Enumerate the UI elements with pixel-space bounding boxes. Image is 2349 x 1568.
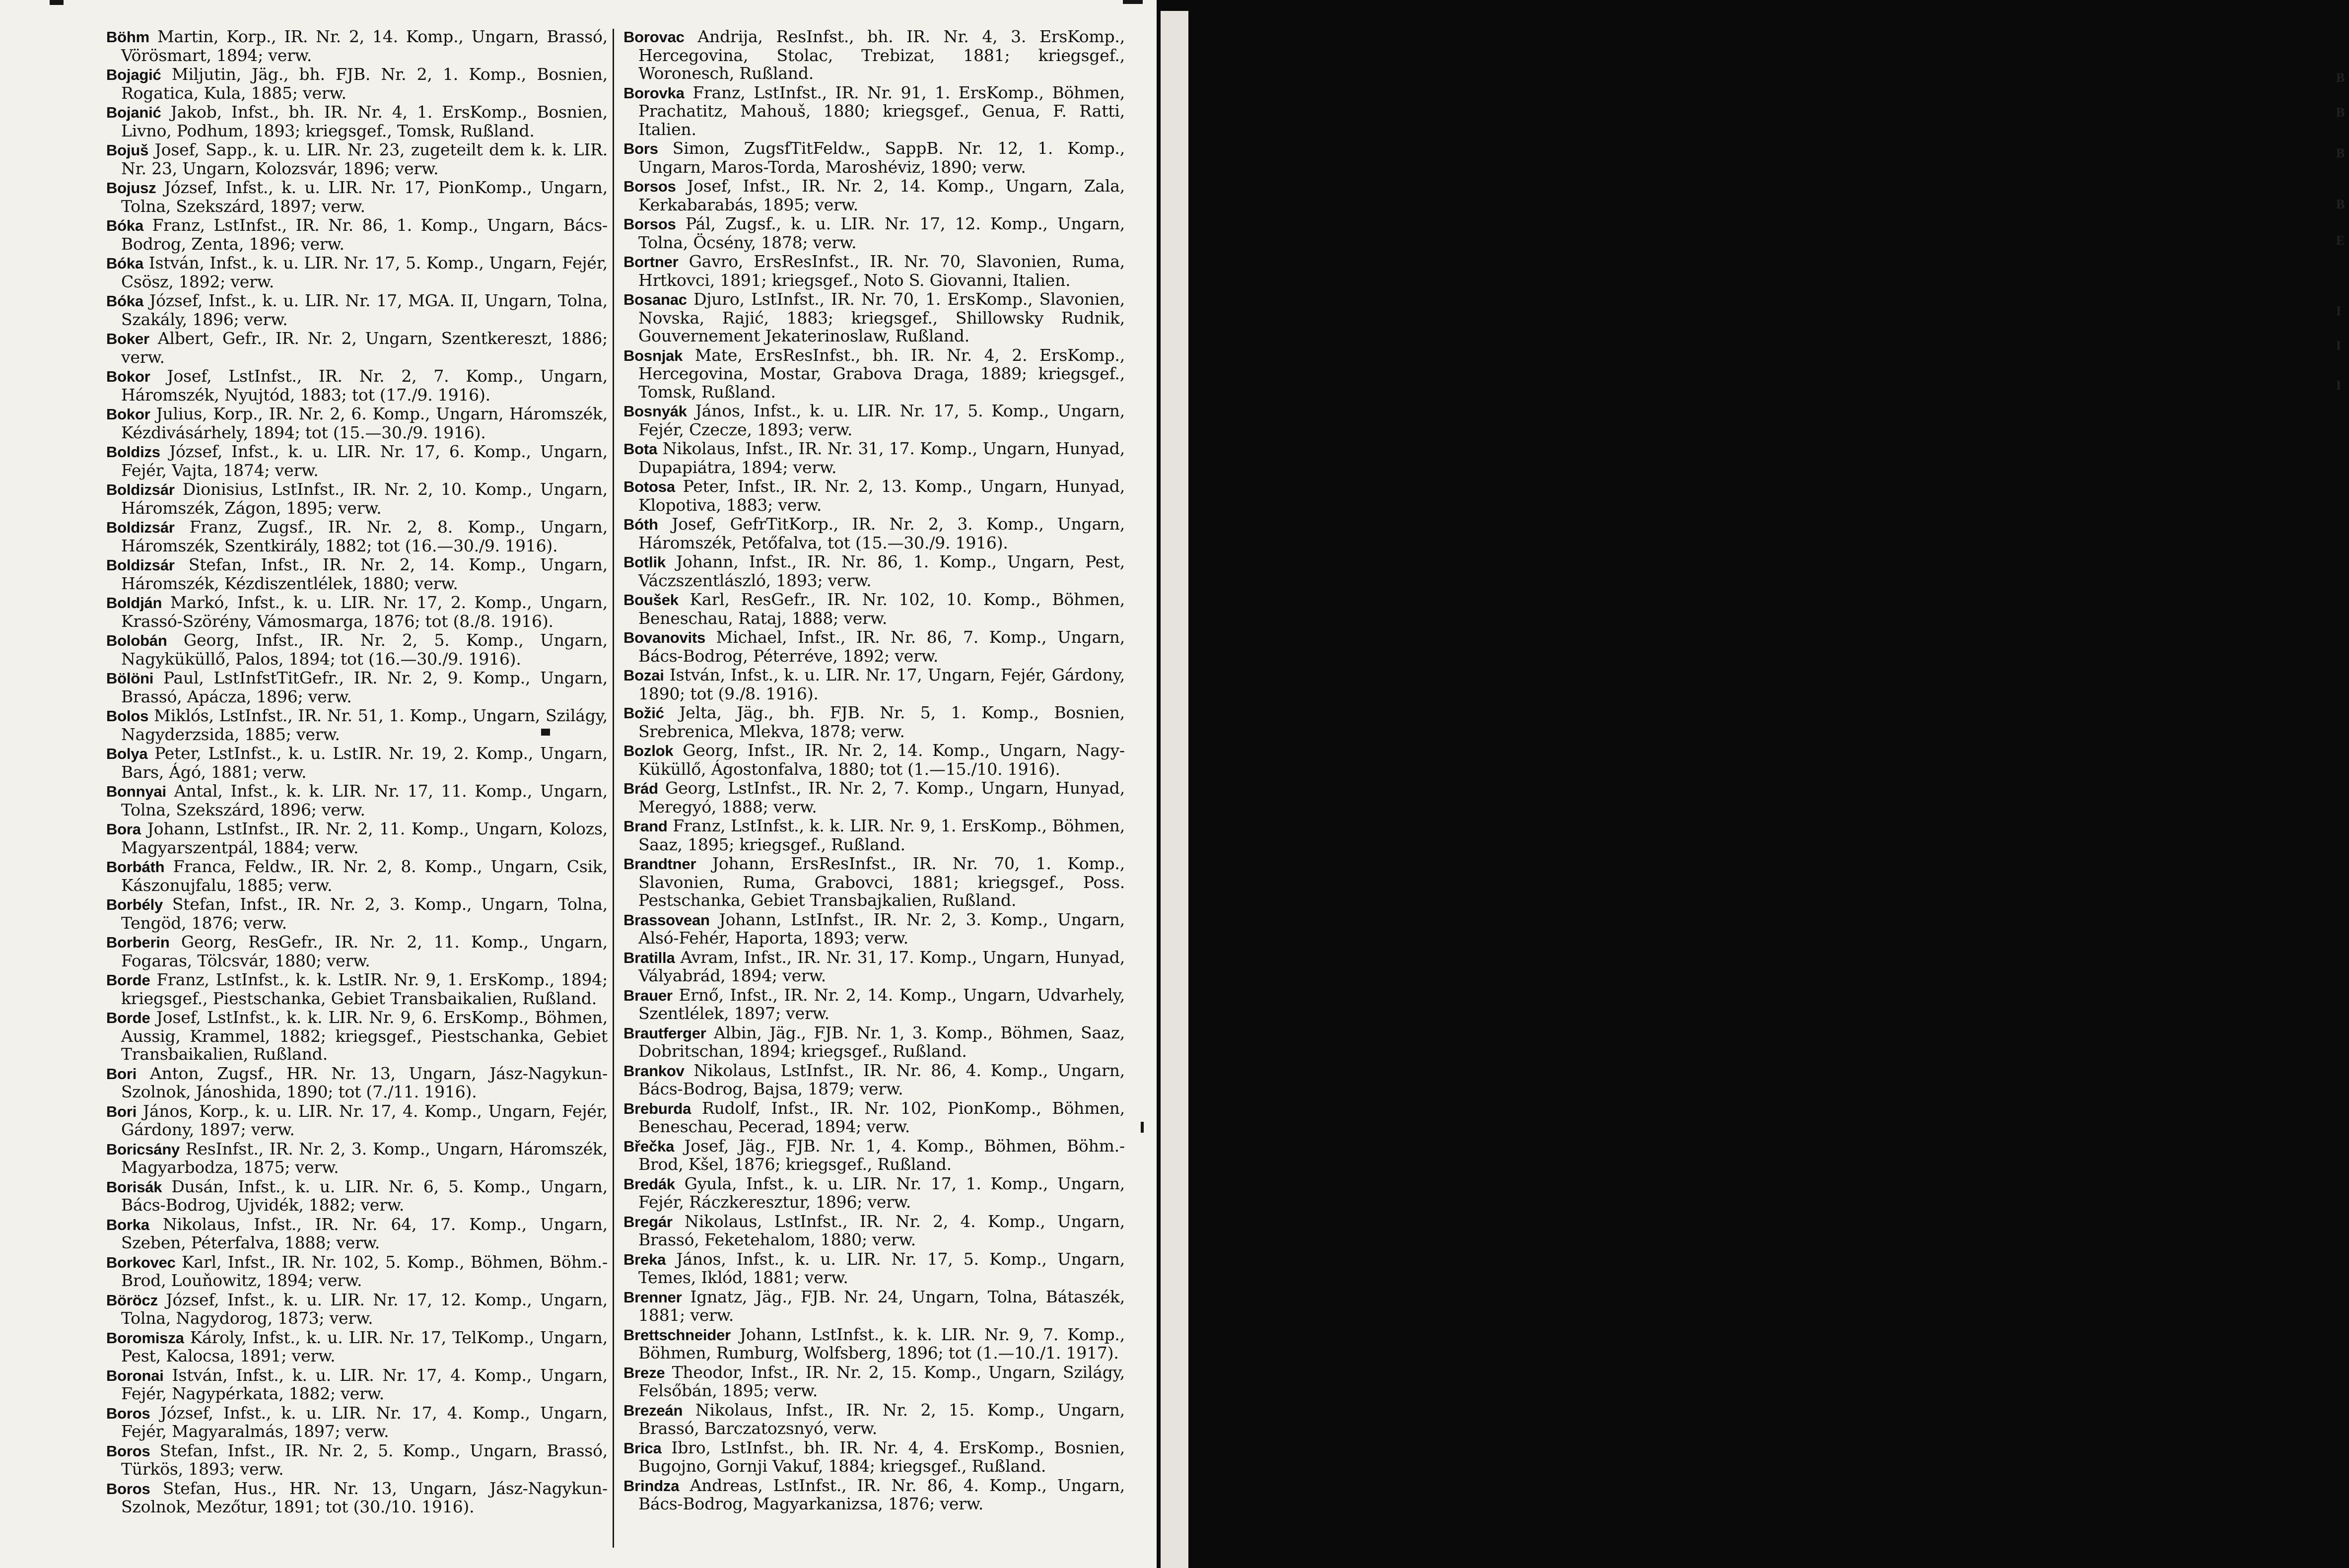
entry-surname: Breka xyxy=(623,1250,666,1268)
entry-details: Andrija, ResInfst., bh. IR. Nr. 4, 3. ErsKomp., Hercegovina, Stolac, Trebizat, 1881; kriegsgef., Woronesch, Rußland. xyxy=(638,27,1125,83)
entry-surname: Borbáth xyxy=(106,858,165,876)
entry-details: József, Infst., k. u. LIR. Nr. 17, PionKomp., Ungarn, Tolna, Szekszárd, 1897; verw. xyxy=(121,178,608,216)
entry-details: Djuro, LstInfst., IR. Nr. 70, 1. ErsKomp., Slavonien, Novska, Rajić, 1883; kriegsgef., Shillowsky Rudnik, Gouvernement Jekaterinoslaw, Rußland. xyxy=(638,289,1125,345)
register-entry xyxy=(623,1137,1125,1174)
entry-details: Jelta, Jäg., bh. FJB. Nr. 5, 1. Komp., Bosnien, Srebrenica, Mlekva, 1878; verw. xyxy=(638,703,1125,741)
register-entry xyxy=(106,745,608,781)
entry-details: István, Infst., k. u. LIR. Nr. 17, 4. Komp., Ungarn, Fejér, Nagypérkata, 1882; verw. xyxy=(121,1365,608,1403)
register-entry xyxy=(623,28,1125,83)
register-entry xyxy=(106,782,608,819)
entry-surname: Boricsány xyxy=(106,1140,180,1158)
entry-surname: Bóka xyxy=(106,255,144,272)
register-entry xyxy=(623,215,1125,252)
register-entry xyxy=(106,1366,608,1403)
register-entry xyxy=(106,1253,608,1290)
entry-details: Franz, LstInfst., k. k. LstIR. Nr. 9, 1. ErsKomp., 1894; kriegsgef., Piestschanka, Gebiet Transbaikalien, Rußland. xyxy=(121,970,608,1008)
entry-surname: Bojusz xyxy=(106,179,156,197)
entry-surname: Borisák xyxy=(106,1178,162,1196)
register-entry xyxy=(106,1102,608,1139)
entry-details: Franz, Zugsf., IR. Nr. 2, 8. Komp., Ungarn, Háromszék, Szentkirály, 1882; tot (16.—30./9. 1916). xyxy=(121,517,608,555)
register-entry xyxy=(623,1363,1125,1400)
entry-details: Josef, LstInfst., IR. Nr. 2, 7. Komp., Ungarn, Háromszék, Nyujtód, 1883; tot (17./9. 1916). xyxy=(121,366,608,405)
entry-details: Karl, Infst., IR. Nr. 102, 5. Komp., Böhmen, Böhm.-Brod, Louňowitz, 1894; verw. xyxy=(121,1252,608,1290)
scan-speck xyxy=(50,0,64,5)
entry-surname: Borsos xyxy=(623,215,676,233)
entry-details: Nikolaus, Infst., IR. Nr. 31, 17. Komp., Ungarn, Hunyad, Dupapiátra, 1894; verw. xyxy=(638,439,1125,477)
register-entry xyxy=(106,895,608,932)
entry-details: Johann, LstInfst., k. k. LIR. Nr. 9, 7. Komp., Böhmen, Rumburg, Wolfsberg, 1896; tot (1.—10./1. 1917). xyxy=(638,1324,1125,1363)
entry-surname: Borde xyxy=(106,971,150,989)
entry-surname: Bolobán xyxy=(106,632,167,649)
entry-details: Michael, Infst., IR. Nr. 86, 7. Komp., Ungarn, Bács-Bodrog, Péterréve, 1892; verw. xyxy=(638,627,1125,666)
register-entry xyxy=(106,1329,608,1365)
register-entry xyxy=(106,820,608,857)
entry-surname: Böröcz xyxy=(106,1291,158,1309)
entry-details: Nikolaus, Infst., IR. Nr. 2, 15. Komp., Ungarn, Brassó, Barczatozsnyó, verw. xyxy=(638,1400,1125,1438)
edge-letter: B xyxy=(2336,146,2345,160)
register-entry xyxy=(106,330,608,366)
entry-surname: Bozlok xyxy=(623,742,674,759)
register-entry xyxy=(623,1326,1125,1363)
register-entry xyxy=(106,1442,608,1479)
register-entry xyxy=(106,1140,608,1177)
entry-details: Simon, ZugsfTitFeldw., SappB. Nr. 12, 1. Komp., Ungarn, Maros-Torda, Maroshéviz, 1890; verw. xyxy=(638,138,1125,177)
entry-surname: Brenner xyxy=(623,1288,682,1306)
entry-details: Nikolaus, LstInfst., IR. Nr. 86, 4. Komp., Ungarn, Bács-Bodrog, Bajsa, 1879; verw. xyxy=(638,1060,1125,1098)
entry-details: Franz, LstInfst., k. k. LIR. Nr. 9, 1. ErsKomp., Böhmen, Saaz, 1895; kriegsgef., Rußland. xyxy=(638,816,1125,854)
register-entry xyxy=(106,933,608,970)
register-entry xyxy=(106,669,608,706)
entry-surname: Borsos xyxy=(623,178,676,195)
entry-details: Nikolaus, Infst., IR. Nr. 64, 17. Komp., Ungarn, Szeben, Péterfalva, 1888; verw. xyxy=(121,1214,608,1252)
entry-details: Josef, Infst., IR. Nr. 2, 14. Komp., Ungarn, Zala, Kerkabarabás, 1895; verw. xyxy=(638,176,1125,214)
entry-surname: Božić xyxy=(623,704,664,722)
edge-letter: I xyxy=(2336,378,2342,393)
entry-details: Johann, LstInfst., IR. Nr. 2, 3. Komp., Ungarn, Alsó-Fehér, Haporta, 1893; verw. xyxy=(638,909,1125,948)
register-entry xyxy=(106,405,608,442)
register-entry xyxy=(623,1250,1125,1287)
edge-letter: B xyxy=(2336,197,2345,211)
entry-details: Franz, LstInfst., IR. Nr. 86, 1. Komp., Ungarn, Bács-Bodrog, Zenta, 1896; verw. xyxy=(121,215,608,254)
entry-surname: Boldizsár xyxy=(106,481,175,498)
entry-surname: Bosanac xyxy=(623,291,687,308)
register-entry xyxy=(623,346,1125,402)
entry-surname: Bredák xyxy=(623,1175,675,1193)
register-entry xyxy=(106,518,608,555)
register-entry xyxy=(623,1401,1125,1438)
entry-surname: Boronai xyxy=(106,1366,164,1384)
entry-details: ResInfst., IR. Nr. 2, 3. Komp., Ungarn, Háromszék, Magyarbodza, 1875; verw. xyxy=(121,1139,608,1177)
entry-details: Josef, LstInfst., k. k. LIR. Nr. 9, 6. ErsKomp., Böhmen, Aussig, Krammel, 1882; kriegsgef., Piestschanka, Gebiet Transbaikalien, Rußland. xyxy=(121,1008,608,1064)
entry-details: Franca, Feldw., IR. Nr. 2, 8. Komp., Ungarn, Csik, Kászonujfalu, 1885; verw. xyxy=(121,857,608,895)
entry-details: Markó, Infst., k. u. LIR. Nr. 17, 2. Komp., Ungarn, Krassó-Szörény, Vámosmarga, 1876; tot (8./8. 1916). xyxy=(121,593,608,631)
edge-letter: I xyxy=(2336,339,2342,353)
entry-details: Dionisius, LstInfst., IR. Nr. 2, 10. Komp., Ungarn, Háromszék, Zágon, 1895; verw. xyxy=(121,479,608,518)
entry-surname: Brauer xyxy=(623,986,673,1004)
entry-details: Miklós, LstInfst., IR. Nr. 51, 1. Komp., Ungarn, Szilágy, Nagyderzsida, 1885; verw. xyxy=(121,706,608,744)
register-entry xyxy=(623,1175,1125,1212)
entry-details: Josef, GefrTitKorp., IR. Nr. 2, 3. Komp., Ungarn, Háromszék, Petőfalva, tot (15.—30./9. 1916). xyxy=(638,514,1125,552)
entry-details: Franz, LstInfst., IR. Nr. 91, 1. ErsKomp., Böhmen, Prachatitz, Mahouš, 1880; kriegsgef., Genua, F. Ratti, Italien. xyxy=(638,82,1125,139)
entry-surname: Borde xyxy=(106,1009,150,1026)
entry-surname: Boldizsár xyxy=(106,519,175,536)
entry-details: Johann, LstInfst., IR. Nr. 2, 11. Komp., Ungarn, Kolozs, Magyarszentpál, 1884; verw. xyxy=(121,819,608,857)
entry-details: Albin, Jäg., FJB. Nr. 1, 3. Komp., Böhmen, Saaz, Dobritschan, 1894; kriegsgef., Rußland. xyxy=(638,1023,1125,1061)
entry-surname: Böhm xyxy=(106,28,150,46)
entry-surname: Bori xyxy=(106,1102,137,1120)
entry-surname: Bóka xyxy=(106,217,144,234)
entry-details: Anton, Zugsf., HR. Nr. 13, Ungarn, Jász-Nagykun-Szolnok, Jánoshida, 1890; tot (7./11. 1916). xyxy=(121,1063,608,1101)
register-entry xyxy=(623,742,1125,778)
column-divider xyxy=(613,29,614,1548)
entry-surname: Brassovean xyxy=(623,911,710,929)
entry-surname: Brankov xyxy=(623,1062,685,1080)
register-entry xyxy=(106,216,608,253)
scanned-page xyxy=(0,0,1157,1568)
register-entry xyxy=(106,858,608,894)
entry-details: Stefan, Infst., IR. Nr. 2, 5. Komp., Ungarn, Brassó, Türkös, 1893; verw. xyxy=(121,1440,608,1479)
entry-surname: Bokor xyxy=(106,368,150,385)
edge-letter: E xyxy=(2336,233,2345,248)
entry-surname: Bojanić xyxy=(106,104,161,121)
entry-details: János, Infst., k. u. LIR. Nr. 17, 5. Komp., Ungarn, Fejér, Czecze, 1893; verw. xyxy=(638,401,1125,439)
entry-surname: Brád xyxy=(623,780,658,797)
entry-details: Martin, Korp., IR. Nr. 2, 14. Komp., Ungarn, Brassó, Vörösmart, 1894; verw. xyxy=(121,27,608,65)
entry-surname: Bosnjak xyxy=(623,346,683,364)
entry-surname: Boušek xyxy=(623,591,679,609)
entry-surname: Bokor xyxy=(106,406,150,423)
register-entry xyxy=(106,1404,608,1441)
register-entry xyxy=(623,1062,1125,1098)
entry-surname: Bortner xyxy=(623,253,679,271)
entry-surname: Bóka xyxy=(106,292,144,310)
register-entry xyxy=(623,986,1125,1023)
entry-surname: Břečka xyxy=(623,1137,675,1155)
entry-surname: Bolya xyxy=(106,745,148,762)
entry-surname: Bors xyxy=(623,140,658,157)
register-entry xyxy=(106,254,608,291)
register-entry xyxy=(106,443,608,479)
entry-details: Károly, Infst., k. u. LIR. Nr. 17, TelKomp., Ungarn, Pest, Kalocsa, 1891; verw. xyxy=(121,1327,608,1365)
entry-details: Nikolaus, LstInfst., IR. Nr. 2, 4. Komp., Ungarn, Brassó, Feketehalom, 1880; verw. xyxy=(638,1211,1125,1249)
entry-details: Stefan, Infst., IR. Nr. 2, 14. Komp., Ungarn, Háromszék, Kézdiszentlélek, 1880; verw. xyxy=(121,555,608,593)
register-entry xyxy=(106,556,608,593)
entry-surname: Bojuš xyxy=(106,141,149,159)
entry-details: János, Infst., k. u. LIR. Nr. 17, 5. Komp., Ungarn, Temes, Iklód, 1881; verw. xyxy=(638,1249,1125,1287)
entry-surname: Bóth xyxy=(623,516,658,533)
entry-surname: Bosnyák xyxy=(623,403,687,420)
right-column xyxy=(623,28,1125,1514)
register-entry xyxy=(106,1065,608,1101)
entry-details: Andreas, LstInfst., IR. Nr. 86, 4. Komp., Ungarn, Bács-Bodrog, Magyarkanizsa, 1876; verw. xyxy=(638,1475,1125,1513)
entry-details: István, Infst., k. u. LIR. Nr. 17, Ungarn, Fejér, Gárdony, 1890; tot (9./8. 1916). xyxy=(638,665,1125,703)
register-entry xyxy=(106,594,608,630)
scan-speck xyxy=(1123,0,1143,4)
register-entry xyxy=(623,290,1125,345)
entry-surname: Bora xyxy=(106,820,141,838)
entry-details: János, Korp., k. u. LIR. Nr. 17, 4. Komp., Ungarn, Fejér, Gárdony, 1897; verw. xyxy=(121,1101,608,1139)
register-entry xyxy=(623,817,1125,854)
register-entry xyxy=(106,631,608,668)
register-entry xyxy=(623,553,1125,590)
register-entry xyxy=(106,66,608,102)
entry-surname: Boldján xyxy=(106,594,162,612)
entry-details: Georg, ResGefr., IR. Nr. 2, 11. Komp., Ungarn, Fogaras, Tölcsvár, 1880; verw. xyxy=(121,932,608,970)
register-entry xyxy=(106,1178,608,1215)
register-entry xyxy=(623,1213,1125,1249)
entry-details: Peter, Infst., IR. Nr. 2, 13. Komp., Ungarn, Hunyad, Klopotiva, 1883; verw. xyxy=(638,477,1125,515)
register-entry xyxy=(106,292,608,329)
entry-surname: Boldizs xyxy=(106,443,160,461)
entry-surname: Brica xyxy=(623,1439,662,1457)
entry-details: Paul, LstInfstTitGefr., IR. Nr. 2, 9. Komp., Ungarn, Brassó, Apácza, 1896; verw. xyxy=(121,668,608,706)
entry-surname: Bonnyai xyxy=(106,783,166,800)
register-entry xyxy=(623,84,1125,139)
entry-surname: Borovac xyxy=(623,28,685,46)
entry-details: Georg, LstInfst., IR. Nr. 2, 7. Komp., Ungarn, Hunyad, Meregyó, 1888; verw. xyxy=(638,778,1125,817)
entry-details: Jakob, Infst., bh. IR. Nr. 4, 1. ErsKomp., Bosnien, Livno, Podhum, 1893; kriegsgef., Tomsk, Rußland. xyxy=(121,102,608,140)
register-entry xyxy=(106,707,608,744)
entry-surname: Breburda xyxy=(623,1099,691,1117)
register-entry xyxy=(623,628,1125,665)
entry-details: József, Infst., k. u. LIR. Nr. 17, MGA. II, Ungarn, Tolna, Szakály, 1896; verw. xyxy=(121,291,608,329)
register-entry xyxy=(623,1099,1125,1136)
entry-details: Stefan, Hus., HR. Nr. 13, Ungarn, Jász-Nagykun-Szolnok, Mezőtur, 1891; tot (30./10. 1916). xyxy=(121,1478,608,1516)
edge-letter: B xyxy=(2336,105,2345,120)
left-column xyxy=(106,28,608,1517)
entry-surname: Botosa xyxy=(623,478,675,495)
register-entry xyxy=(623,139,1125,176)
entry-details: Josef, Jäg., FJB. Nr. 1, 4. Komp., Böhmen, Böhm.-Brod, Kšel, 1876; kriegsgef., Rußland. xyxy=(638,1136,1125,1174)
register-entry xyxy=(623,253,1125,289)
entry-surname: Botlik xyxy=(623,553,666,571)
entry-details: Dusán, Infst., k. u. LIR. Nr. 6, 5. Komp., Ungarn, Bács-Bodrog, Ujvidék, 1882; verw. xyxy=(121,1176,608,1215)
entry-surname: Boker xyxy=(106,330,149,347)
entry-details: Johann, Infst., IR. Nr. 86, 1. Komp., Ungarn, Pest, Váczszentlászló, 1893; verw. xyxy=(638,552,1125,590)
entry-details: Ernő, Infst., IR. Nr. 2, 14. Komp., Ungarn, Udvarhely, Szentlélek, 1897; verw. xyxy=(638,985,1125,1023)
entry-details: József, Infst., k. u. LIR. Nr. 17, 6. Komp., Ungarn, Fejér, Vajta, 1874; verw. xyxy=(121,442,608,480)
entry-details: Ignatz, Jäg., FJB. Nr. 24, Ungarn, Tolna, Bátaszék, 1881; verw. xyxy=(638,1287,1125,1325)
register-entry xyxy=(623,591,1125,627)
entry-surname: Boros xyxy=(106,1480,150,1498)
register-entry xyxy=(106,1009,608,1064)
entry-surname: Borbély xyxy=(106,896,163,913)
entry-surname: Bölöni xyxy=(106,670,154,687)
adjacent-page-edge xyxy=(1161,11,2345,1568)
register-entry xyxy=(623,515,1125,552)
register-entry xyxy=(623,477,1125,514)
register-entry xyxy=(623,949,1125,985)
entry-details: Johann, ErsResInfst., IR. Nr. 70, 1. Komp., Slavonien, Ruma, Grabovci, 1881; kriegsgef., Poss. Pestschanka, Gebiet Transbajkalien, Rußland. xyxy=(638,854,1125,910)
entry-surname: Brand xyxy=(623,818,668,835)
register-entry xyxy=(623,855,1125,910)
entry-surname: Bojagić xyxy=(106,66,161,83)
entry-surname: Bota xyxy=(623,440,658,458)
entry-details: Julius, Korp., IR. Nr. 2, 6. Komp., Ungarn, Háromszék, Kézdivásárhely, 1894; tot (15.—30./9. 1916). xyxy=(121,404,608,442)
entry-surname: Brettschneider xyxy=(623,1326,731,1344)
register-entry xyxy=(623,177,1125,214)
entry-details: Avram, Infst., IR. Nr. 31, 17. Komp., Ungarn, Hunyad, Vályabrád, 1894; verw. xyxy=(638,947,1125,985)
entry-surname: Boros xyxy=(106,1404,150,1422)
register-entry xyxy=(106,28,608,65)
entry-details: István, Infst., k. u. LIR. Nr. 17, 5. Komp., Ungarn, Fejér, Csösz, 1892; verw. xyxy=(121,253,608,291)
register-entry xyxy=(623,440,1125,477)
entry-surname: Brautferger xyxy=(623,1024,706,1042)
entry-details: Peter, LstInfst., k. u. LstIR. Nr. 19, 2. Komp., Ungarn, Bars, Ágó, 1881; verw. xyxy=(121,744,608,782)
entry-details: Albert, Gefr., IR. Nr. 2, Ungarn, Szentkereszt, 1886; verw. xyxy=(121,329,608,367)
entry-details: Stefan, Infst., IR. Nr. 2, 3. Komp., Ungarn, Tolna, Tengöd, 1876; verw. xyxy=(121,894,608,933)
entry-surname: Borberin xyxy=(106,934,170,951)
entry-surname: Bozai xyxy=(623,667,664,684)
register-entry xyxy=(106,1291,608,1328)
entry-surname: Bori xyxy=(106,1065,137,1083)
register-entry xyxy=(106,971,608,1008)
scan-speck xyxy=(1141,1122,1144,1133)
entry-details: Mate, ErsResInfst., bh. IR. Nr. 4, 2. ErsKomp., Hercegovina, Mostar, Grabova Draga, 1889; kriegsgef., Tomsk, Rußland. xyxy=(638,345,1125,402)
entry-details: Georg, Infst., IR. Nr. 2, 5. Komp., Ungarn, Nagyküküllő, Palos, 1894; tot (16.—30./9. 1916). xyxy=(121,630,608,669)
entry-surname: Brezeán xyxy=(623,1401,683,1419)
entry-details: Karl, ResGefr., IR. Nr. 102, 10. Komp., Böhmen, Beneschau, Rataj, 1888; verw. xyxy=(638,590,1125,628)
register-entry xyxy=(623,1477,1125,1513)
register-entry xyxy=(623,666,1125,703)
register-entry xyxy=(106,1216,608,1252)
entry-details: Gyula, Infst., k. u. LIR. Nr. 17, 1. Komp., Ungarn, Fejér, Ráczkeresztur, 1896; verw. xyxy=(638,1173,1125,1212)
entry-details: Pál, Zugsf., k. u. LIR. Nr. 17, 12. Komp., Ungarn, Tolna, Öcsény, 1878; verw. xyxy=(638,214,1125,252)
entry-details: Josef, Sapp., k. u. LIR. Nr. 23, zugeteilt dem k. k. LIR. Nr. 23, Ungarn, Kolozsvár, 1896; verw. xyxy=(121,140,608,178)
entry-surname: Bregár xyxy=(623,1213,673,1230)
entry-details: Georg, Infst., IR. Nr. 2, 14. Komp., Ungarn, Nagy-Küküllő, Ágostonfalva, 1880; tot (1.—15./10. 1916). xyxy=(638,741,1125,779)
register-entry xyxy=(623,1288,1125,1325)
register-entry xyxy=(623,779,1125,816)
entry-surname: Borovka xyxy=(623,84,685,102)
entry-details: József, Infst., k. u. LIR. Nr. 17, 12. Komp., Ungarn, Tolna, Nagydorog, 1873; verw. xyxy=(121,1290,608,1328)
entry-surname: Boros xyxy=(106,1442,150,1460)
register-entry xyxy=(623,704,1125,741)
register-entry xyxy=(623,911,1125,948)
entry-surname: Boldizsár xyxy=(106,556,175,574)
edge-letter: B xyxy=(2336,70,2345,85)
entry-details: Miljutin, Jäg., bh. FJB. Nr. 2, 1. Komp., Bosnien, Rogatica, Kula, 1885; verw. xyxy=(121,65,608,103)
edge-letter: I xyxy=(2336,304,2342,318)
register-entry xyxy=(106,103,608,140)
register-entry xyxy=(106,141,608,178)
register-entry xyxy=(623,402,1125,439)
entry-details: Theodor, Infst., IR. Nr. 2, 15. Komp., Ungarn, Szilágy, Felsőbán, 1895; verw. xyxy=(638,1362,1125,1400)
entry-details: Gavro, ErsResInfst., IR. Nr. 70, Slavonien, Ruma, Hrtkovci, 1891; kriegsgef., Noto S. Giovanni, Italien. xyxy=(638,252,1125,290)
entry-details: Rudolf, Infst., IR. Nr. 102, PionKomp., Böhmen, Beneschau, Pecerad, 1894; verw. xyxy=(638,1098,1125,1136)
entry-surname: Breze xyxy=(623,1363,665,1381)
entry-surname: Boromisza xyxy=(106,1329,184,1347)
entry-details: Ibro, LstInfst., bh. IR. Nr. 4, 4. ErsKomp., Bosnien, Bugojno, Gornji Vakuf, 1884; kriegsgef., Rußland. xyxy=(638,1437,1125,1476)
entry-surname: Bovanovits xyxy=(623,629,706,646)
register-entry xyxy=(623,1439,1125,1476)
entry-surname: Borkovec xyxy=(106,1253,176,1271)
entry-surname: Brindza xyxy=(623,1477,680,1495)
register-entry xyxy=(106,367,608,404)
entry-details: Antal, Infst., k. k. LIR. Nr. 17, 11. Komp., Ungarn, Tolna, Szekszárd, 1896; verw. xyxy=(121,781,608,819)
register-entry xyxy=(623,1024,1125,1061)
entry-surname: Bolos xyxy=(106,707,149,725)
entry-details: József, Infst., k. u. LIR. Nr. 17, 4. Komp., Ungarn, Fejér, Magyaralmás, 1897; verw. xyxy=(121,1403,608,1441)
register-entry xyxy=(106,179,608,215)
entry-surname: Bratilla xyxy=(623,949,675,966)
register-entry xyxy=(106,480,608,517)
entry-surname: Borka xyxy=(106,1216,149,1233)
register-entry xyxy=(106,1480,608,1516)
entry-surname: Brandtner xyxy=(623,855,696,873)
